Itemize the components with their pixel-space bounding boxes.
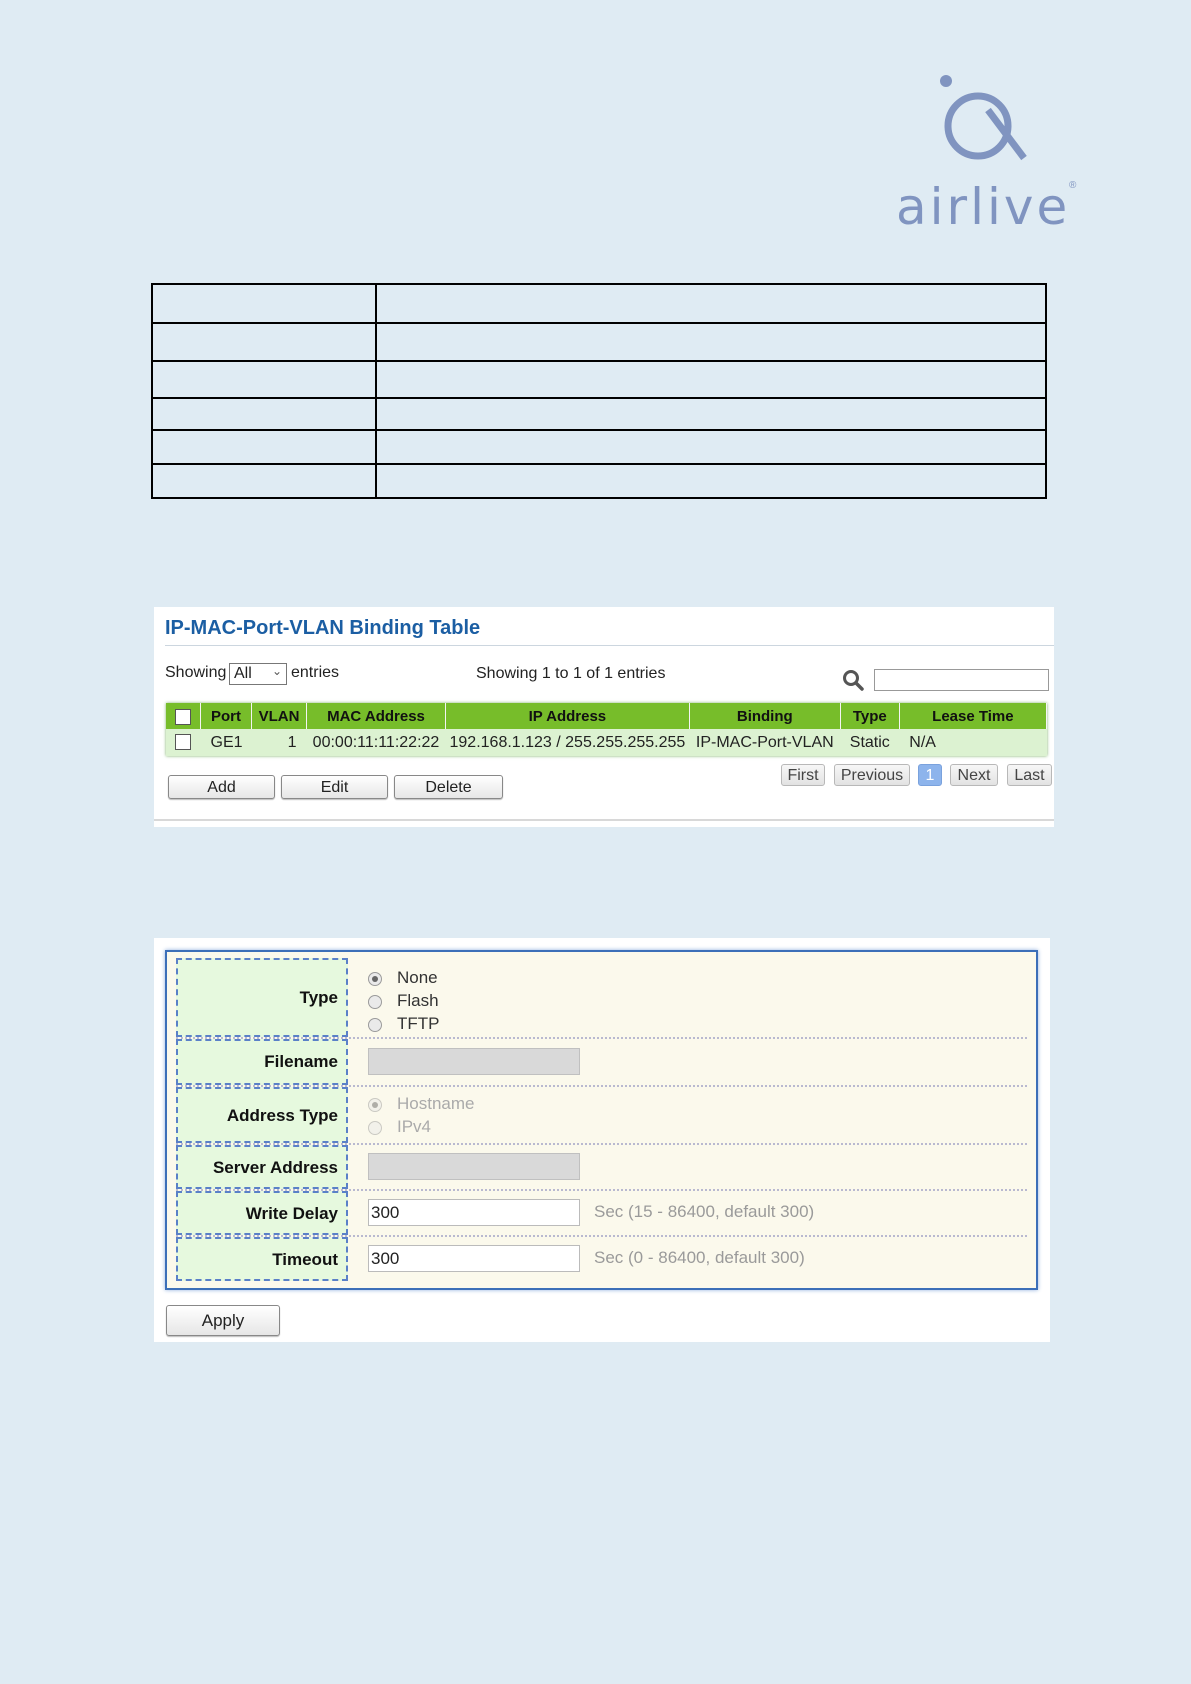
type-label-cell <box>176 958 348 1037</box>
filename-label-cell <box>176 1039 348 1085</box>
col-vlan[interactable]: VLAN <box>252 703 307 729</box>
write-delay-input[interactable]: 300 <box>368 1199 580 1226</box>
server-address-label: Server Address <box>212 1158 338 1177</box>
cell-mac: 00:00:11:11:22:22 <box>307 729 446 756</box>
entries-label: entries <box>291 664 340 681</box>
type-tftp-label: TFTP <box>397 1014 440 1033</box>
row-checkbox[interactable] <box>175 734 191 750</box>
type-flash-radio[interactable] <box>368 995 382 1009</box>
type-label: Type <box>299 988 338 1007</box>
row-select-cell <box>166 729 201 756</box>
address-hostname-radio[interactable] <box>368 1098 382 1112</box>
write-delay-label-cell <box>176 1191 348 1235</box>
select-all-checkbox[interactable] <box>175 709 191 725</box>
timeout-row <box>176 1237 1027 1281</box>
add-button[interactable]: Add <box>168 775 275 799</box>
airlive-logo-mark <box>896 70 1080 170</box>
write-delay-row <box>176 1191 1027 1237</box>
panel-title: IP-MAC-Port-VLAN Binding Table <box>165 617 481 639</box>
address-hostname-label: Hostname <box>397 1094 475 1113</box>
type-none-radio[interactable] <box>368 972 382 986</box>
col-mac-address[interactable]: MAC Address <box>307 703 446 729</box>
filename-input[interactable] <box>368 1048 580 1075</box>
parameter-table <box>151 283 1047 499</box>
edit-button[interactable]: Edit <box>281 775 388 799</box>
type-flash-label: Flash <box>397 991 439 1010</box>
filename-row <box>176 1039 1027 1087</box>
delete-button[interactable]: Delete <box>394 775 503 799</box>
write-delay-label: Write Delay <box>245 1204 338 1223</box>
entries-select-value: All <box>234 665 252 682</box>
page-first-button[interactable]: First <box>781 764 825 786</box>
table-row[interactable] <box>166 729 1047 756</box>
type-tftp-radio[interactable] <box>368 1018 382 1032</box>
logo-registered-mark: ® <box>1069 180 1077 191</box>
address-type-label-cell <box>176 1087 348 1143</box>
timeout-label: Timeout <box>272 1250 338 1269</box>
search-input[interactable] <box>874 669 1049 691</box>
entries-summary: Showing 1 to 1 of 1 entries <box>476 665 666 682</box>
showing-label: Showing <box>165 664 227 681</box>
address-type-label: Address Type <box>226 1106 338 1125</box>
server-address-row <box>176 1145 1027 1191</box>
col-lease-time[interactable]: Lease Time <box>899 703 1046 729</box>
page-previous-button[interactable]: Previous <box>834 764 910 786</box>
chevron-down-icon: ⌄ <box>271 664 282 678</box>
col-type[interactable]: Type <box>840 703 899 729</box>
server-address-input[interactable] <box>368 1153 580 1180</box>
cell-ip: 192.168.1.123 / 255.255.255.255 <box>446 729 690 756</box>
timeout-input[interactable]: 300 <box>368 1245 580 1272</box>
timeout-label-cell <box>176 1237 348 1281</box>
logo-wordmark: airlive <box>896 178 1071 236</box>
write-delay-hint: Sec (15 - 86400, default 300) <box>594 1202 815 1221</box>
entries-select[interactable] <box>229 663 287 685</box>
airlive-logo <box>896 70 1080 236</box>
page-last-button[interactable]: Last <box>1007 764 1052 786</box>
binding-table-panel <box>154 607 1054 827</box>
save-config-panel <box>154 938 1050 1342</box>
page-current-button[interactable]: 1 <box>918 764 942 786</box>
cell-binding: IP-MAC-Port-VLAN <box>689 729 840 756</box>
address-ipv4-radio[interactable] <box>368 1121 382 1135</box>
col-binding[interactable]: Binding <box>689 703 840 729</box>
timeout-hint: Sec (0 - 86400, default 300) <box>594 1248 805 1267</box>
col-ip-address[interactable]: IP Address <box>446 703 690 729</box>
cell-vlan: 1 <box>252 729 307 756</box>
cell-port: GE1 <box>201 729 252 756</box>
type-row <box>176 958 1027 1039</box>
page-next-button[interactable]: Next <box>950 764 998 786</box>
binding-table <box>166 703 1047 756</box>
apply-button[interactable]: Apply <box>166 1305 280 1336</box>
cell-lease-time: N/A <box>899 729 1046 756</box>
address-type-row <box>176 1087 1027 1145</box>
address-ipv4-label: IPv4 <box>397 1117 432 1136</box>
panel-bottom-divider <box>154 819 1054 821</box>
filename-label: Filename <box>264 1052 338 1071</box>
search-icon[interactable] <box>842 669 864 691</box>
settings-form <box>165 950 1038 1290</box>
type-none-label: None <box>397 968 438 987</box>
cell-type: Static <box>840 729 899 756</box>
title-divider <box>165 645 1054 646</box>
select-all-header <box>166 703 201 729</box>
server-address-label-cell <box>176 1145 348 1189</box>
table-header-row <box>166 703 1047 729</box>
col-port[interactable]: Port <box>201 703 252 729</box>
